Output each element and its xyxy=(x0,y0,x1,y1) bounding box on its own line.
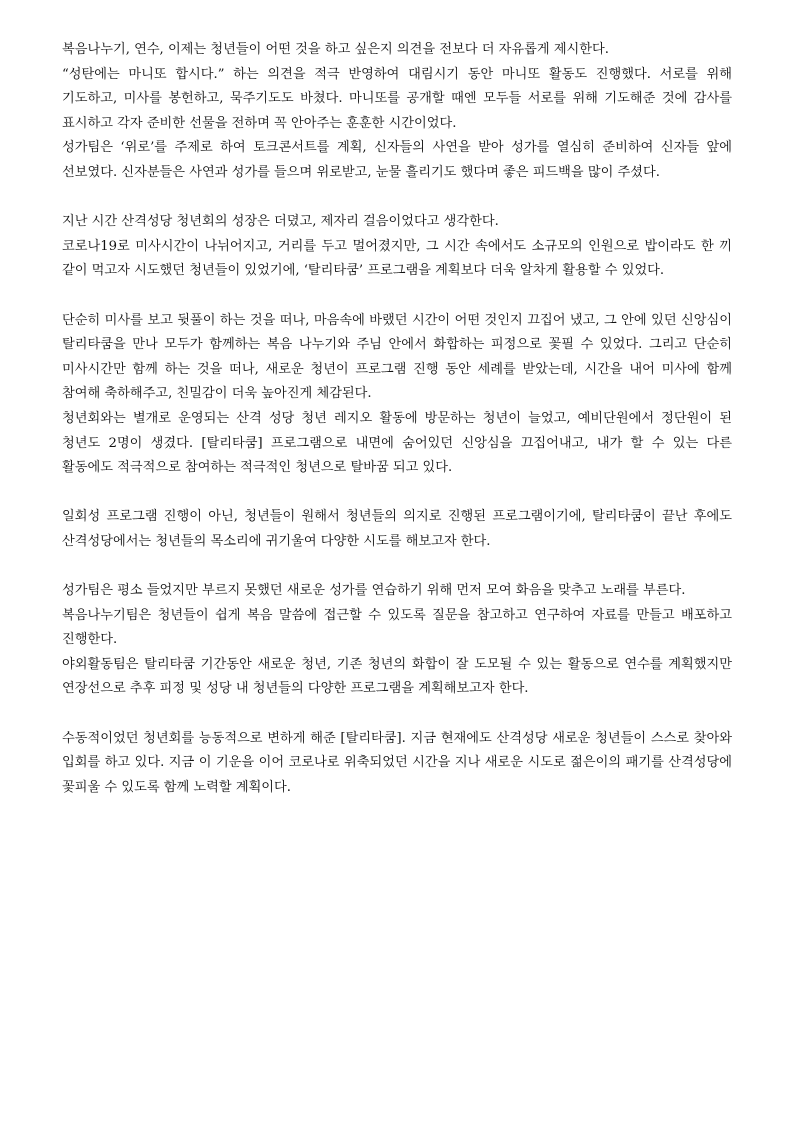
paragraph-continuation: 일회성 프로그램 진행이 아닌, 청년들이 원해서 청년들의 의지로 진행된 프로그램이기에, 탈리타쿰이 끝난 후에도 산격성당에서는 청년들의 목소리에 귀기울여 다양한 시도를 해보고자 한다. xyxy=(62,509,732,549)
paragraph-gospel-team: 복음나누기팀은 청년들이 쉽게 복음 말씀에 접근할 수 있도록 질문을 참고하고 연구하여 자료를 만들고 배포하고 진행한다. xyxy=(62,607,732,648)
paragraph-gap xyxy=(62,481,732,506)
paragraph-gap xyxy=(62,702,732,727)
paragraph-gap xyxy=(62,554,732,579)
document-body xyxy=(62,38,732,800)
paragraph-choir-team: 성가팀은 평소 들었지만 부르지 못했던 새로운 성가를 연습하기 위해 먼저 모여 화음을 맞추고 노래를 부른다. xyxy=(62,583,686,599)
paragraph-growth: 지난 시간 산격성당 청년회의 성장은 더뎠고, 제자리 걸음이었다고 생각한다. xyxy=(62,214,499,230)
paragraph-manitto: “성탄에는 마니또 합시다.” 하는 의견을 적극 반영하여 대림시기 동안 마니또 활동도 진행했다. 서로를 위해 기도하고, 미사를 봉헌하고, 묵주기도도 바쳤다. 마니또를 공개할 때엔 모두들 서로를 위해 기도해준 것에 감사를 표시하고 각자 준비한 선물을 전하며 꼭 안아주는 훈훈한 시간이었다. xyxy=(62,66,732,131)
paragraph-conclusion: 수동적이었던 청년회를 능동적으로 변하게 해준 [탈리타쿰]. 지금 현재에도 산격성당 새로운 청년들이 스스로 찾아와 입회를 하고 있다. 지금 이 기운을 이어 코로나로 위축되었던 시간을 지나 새로운 시도로 젊은이의 패기를 산격성당에 꽃피울 수 있도록 함께 노력할 계획이다. xyxy=(62,730,732,795)
paragraph-gap xyxy=(62,284,732,309)
paragraph-choir-concert: 성가팀은 ‘위로’를 주제로 하여 토크콘서트를 계획, 신자들의 사연을 받아 성가를 열심히 준비하여 신자들 앞에 선보였다. 신자분들은 사연과 성가를 들으며 위로받고, 눈물 흘리기도 했다며 좋은 피드백을 많이 주셨다. xyxy=(62,140,732,180)
paragraph-outdoor-team: 야외활동팀은 탈리타쿰 기간동안 새로운 청년, 기존 청년의 화합이 잘 도모될 수 있는 활동으로 연수를 계획했지만 연장선으로 추후 피정 및 성당 내 청년들의 다양한 프로그램을 계획해보고자 한다. xyxy=(62,656,732,697)
paragraph-covid: 코로나19로 미사시간이 나뉘어지고, 거리를 두고 멀어졌지만, 그 시간 속에서도 소규모의 인원으로 밥이라도 한 끼 같이 먹고자 시도했던 청년들이 있었기에, ‘탈리타쿰’ 프로그램을 계획보다 더욱 알차게 활용할 수 있었다. xyxy=(62,238,732,279)
paragraph-gap xyxy=(62,186,732,211)
paragraph-legio: 청년회와는 별개로 운영되는 산격 성당 청년 레지오 활동에 방문하는 청년이 늘었고, 예비단원에서 정단원이 된 청년도 2명이 생겼다. [탈리타쿰] 프로그램으로 내면에 숨어있던 신앙심을 끄집어내고, 내가 할 수 있는 다른 활동에도 적극적으로 참여하는 적극적인 청년으로 탈바꿈 되고 있다. xyxy=(62,410,732,476)
paragraph-suggestions: 복음나누기, 연수, 이제는 청년들이 어떤 것을 하고 싶은지 의견을 전보다 더 자유롭게 제시한다. xyxy=(62,42,609,57)
paragraph-faith: 단순히 미사를 보고 뒷풀이 하는 것을 떠나, 마음속에 바랬던 시간이 어떤 것인지 끄집어 냈고, 그 안에 있던 신앙심이 탈리타쿰을 만나 모두가 함께하는 복음 나누기와 주님 안에서 화합하는 피정으로 꽃필 수 있었다. 그리고 단순히 미사시간만 함께 하는 것을 떠나, 새로운 청년이 프로그램 진행 동안 세례를 받았는데, 시간을 내어 미사에 함께 참여해 축하해주고, 친밀감이 더욱 높아진게 체감된다. xyxy=(62,312,732,402)
